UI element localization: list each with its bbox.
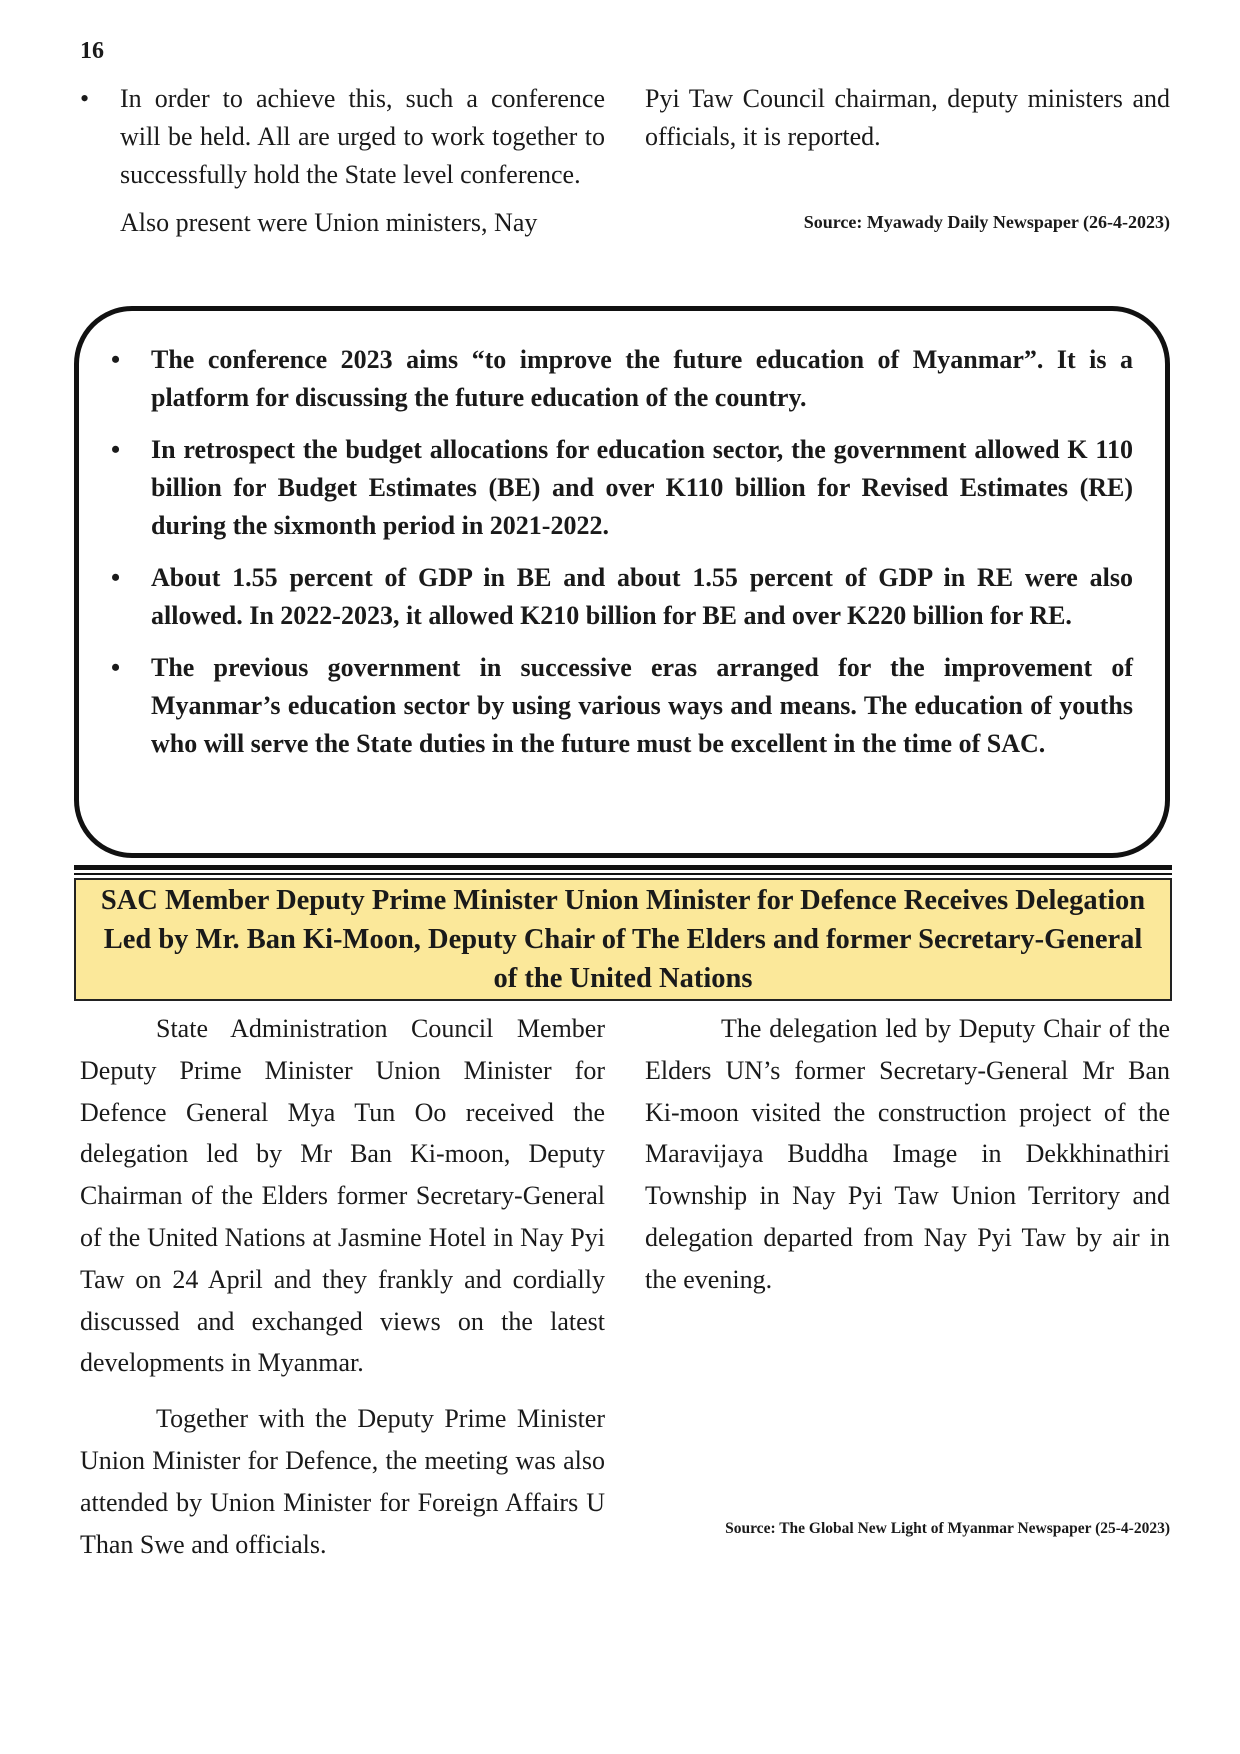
highlight-item: • The previous government in successive eras arranged for the improvement of Myanmar’s education sector by using various ways and means. The education of youths who will serve the State duties in the future must be excellent in the time of SAC. (111, 649, 1133, 763)
top-right-paragraph: Pyi Taw Council chairman, deputy ministers and officials, it is reported. (645, 84, 1170, 151)
divider-thin (74, 873, 1172, 875)
article-headline-box (74, 878, 1172, 1001)
highlight-box (74, 306, 1170, 858)
article-left-column (80, 1008, 605, 1565)
top-left-column (80, 80, 605, 242)
bullet-item: • In order to achieve this, such a conference will be held. All are urged to work together to successfully hold the State level conference. (80, 80, 605, 194)
highlight-list (111, 341, 1133, 763)
source-citation: Source: Myawady Daily Newspaper (26-4-2023) (803, 212, 1170, 232)
top-right-column (645, 80, 1170, 234)
divider-thick (74, 865, 1172, 870)
article-right-column (645, 1008, 1170, 1301)
article-paragraph: The delegation led by Deputy Chair of the Elders UN’s former Secretary-General Mr Ban Ki-moon visited the construction project of the Maravijaya Buddha Image in Dekkhinathiri Township in Nay Pyi Taw Union Territory and delegation departed from Nay Pyi Taw by air in the evening. (645, 1014, 1170, 1294)
page-number: 16 (80, 38, 104, 64)
highlight-item: • The conference 2023 aims “to improve the future education of Myanmar”. It is a platform for discussing the future education of the country. (111, 341, 1133, 417)
article-headline: SAC Member Deputy Prime Minister Union Minister for Defence Receives Delegation Led by Mr. Ban Ki-Moon, Deputy Chair of The Elders and former Secretary-General of the United Nations (100, 885, 1146, 994)
source-citation: Source: The Global New Light of Myanmar Newspaper (25-4-2023) (725, 1520, 1170, 1537)
highlight-item: • About 1.55 percent of GDP in BE and about 1.55 percent of GDP in RE were also allowed. In 2022-2023, it allowed K210 billion for BE and over K220 billion for RE. (111, 559, 1133, 635)
top-left-paragraph: Also present were Union ministers, Nay (120, 208, 538, 237)
article-paragraph: State Administration Council Member Deputy Prime Minister Union Minister for Defence General Mya Tun Oo received the delegation led by Mr Ban Ki-moon, Deputy Chairman of the Elders former Secretary-General of the United Nations at Jasmine Hotel in Nay Pyi Taw on 24 April and they frankly and cordially discussed and exchanged views on the latest developments in Myanmar. (80, 1014, 605, 1378)
top-bullet-list (80, 80, 605, 194)
article-paragraph: Together with the Deputy Prime Minister Union Minister for Defence, the meeting was also attended by Union Minister for Foreign Affairs U Than Swe and officials. (80, 1404, 605, 1559)
highlight-item: • In retrospect the budget allocations for education sector, the government allowed K 110 billion for Budget Estimates (BE) and over K110 billion for Revised Estimates (RE) during the sixmonth period in 2021-2022. (111, 431, 1133, 545)
